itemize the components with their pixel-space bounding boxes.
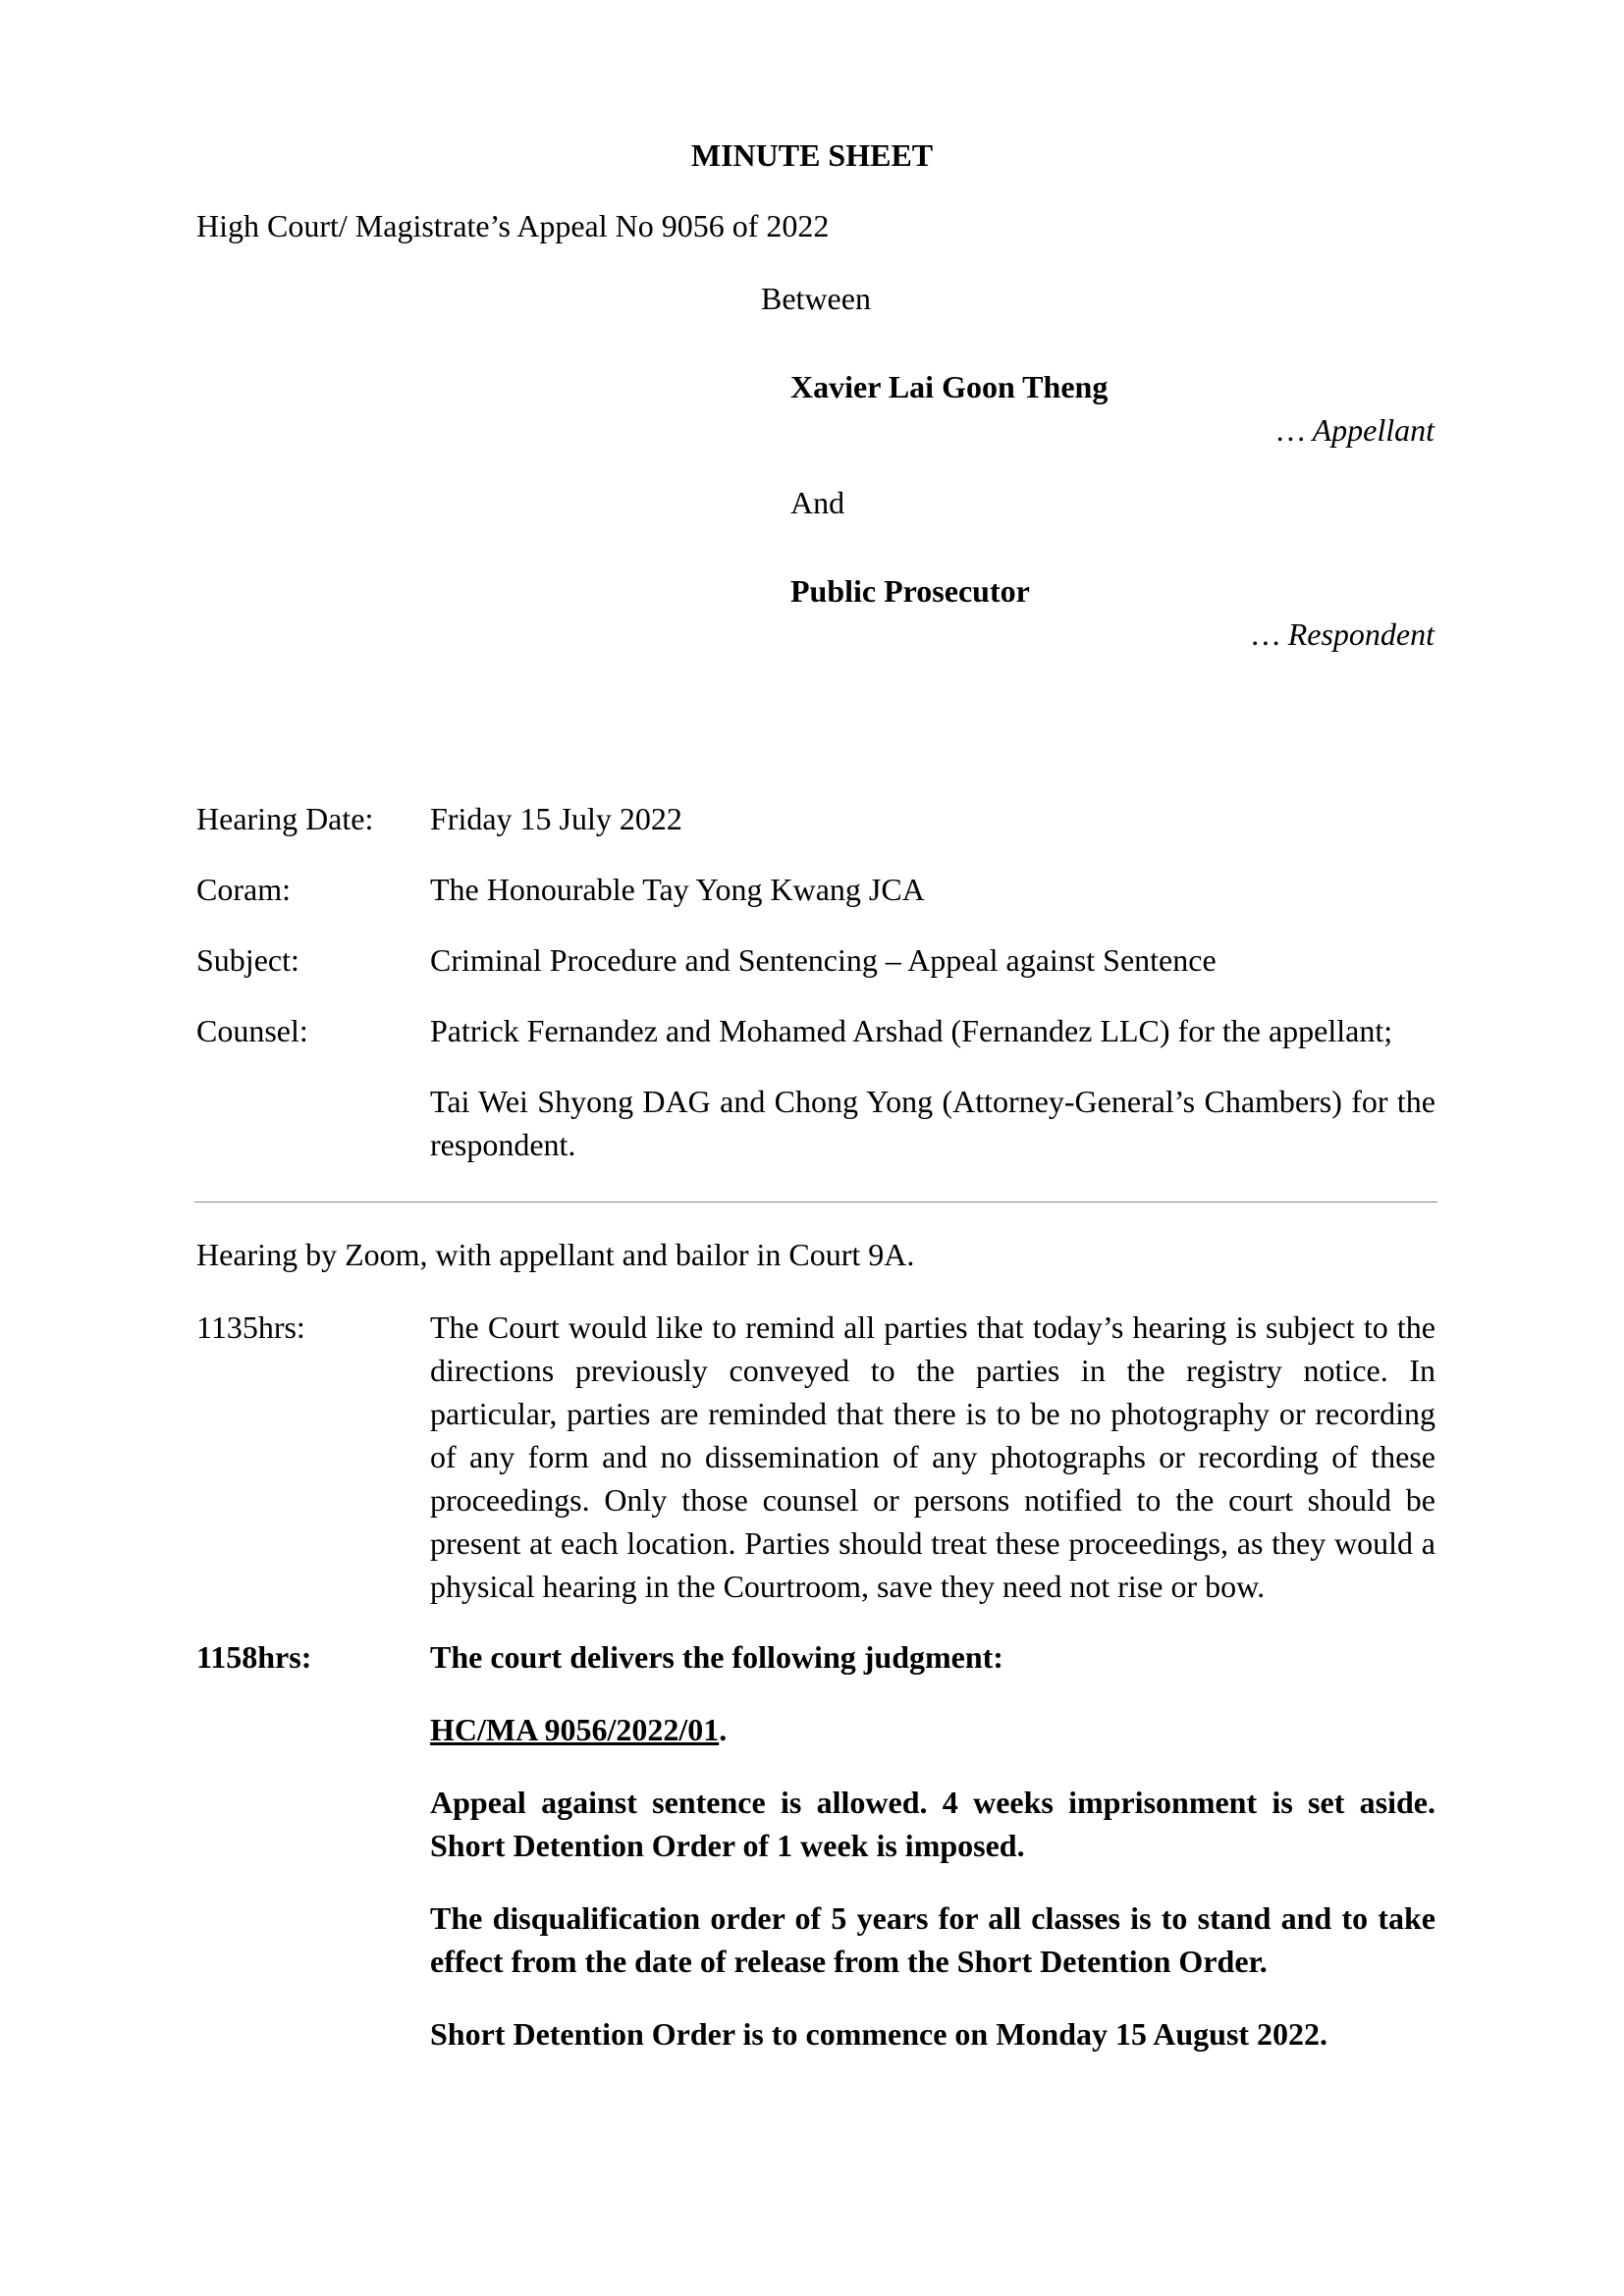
judgment-reference-number: HC/MA 9056/2022/01	[430, 1712, 720, 1747]
respondent-role: … Respondent	[1252, 616, 1435, 652]
counsel-label: Counsel:	[196, 1013, 308, 1048]
coram-label: Coram:	[196, 872, 291, 907]
judgment-paragraph: The disqualification order of 5 years for all classes is to stand and to take effect from the date of release from the Short Detention Order.	[430, 1900, 1435, 1979]
subject-value: Criminal Procedure and Sentencing – Appeal against Sentence	[430, 942, 1217, 978]
judgment-reference-suffix: .	[719, 1712, 728, 1747]
entry-text: The Court would like to remind all parties that today’s hearing is subject to the directions previously conveyed to the parties in the registry notice. In particular, parties are reminded that there is to be no photography or recording of any form and no dissemination of any photographs or recording of these proceedings. Only those counsel or persons notified to the court should be present at each location. Parties should treat these proceedings, as they would a physical hearing in the Courtroom, save they need not rise or bow.	[430, 1309, 1435, 1604]
hearing-date-label: Hearing Date:	[196, 801, 374, 836]
judgment-reference	[430, 1708, 1435, 1751]
respondent-name: Public Prosecutor	[790, 573, 1030, 609]
hearing-date-value: Friday 15 July 2022	[430, 801, 682, 836]
entry-time: 1135hrs:	[196, 1309, 305, 1345]
appellant-role: … Appellant	[1276, 412, 1435, 448]
coram-value: The Honourable Tay Yong Kwang JCA	[430, 872, 925, 907]
document-title: MINUTE SHEET	[690, 137, 934, 173]
counsel-respondent: Tai Wei Shyong DAG and Chong Yong (Attorney-General’s Chambers) for the respondent.	[430, 1084, 1435, 1162]
counsel-appellant: Patrick Fernandez and Mohamed Arshad (Fernandez LLC) for the appellant;	[430, 1013, 1393, 1048]
judgment-heading: The court delivers the following judgment:	[430, 1639, 1003, 1675]
judgment-paragraph: Short Detention Order is to commence on Monday 15 August 2022.	[430, 2016, 1328, 2052]
hearing-note: Hearing by Zoom, with appellant and bailor in Court 9A.	[196, 1237, 915, 1272]
and-label: And	[790, 485, 845, 520]
subject-label: Subject:	[196, 942, 299, 978]
case-number: High Court/ Magistrate’s Appeal No 9056 of 2022	[196, 208, 830, 243]
between-label: Between	[761, 281, 871, 316]
section-divider	[194, 1201, 1437, 1202]
appellant-name: Xavier Lai Goon Theng	[790, 369, 1109, 404]
entry-time: 1158hrs:	[196, 1639, 312, 1675]
judgment-paragraph: Appeal against sentence is allowed. 4 weeks imprisonment is set aside. Short Detention Order of 1 week is imposed.	[430, 1785, 1435, 1863]
